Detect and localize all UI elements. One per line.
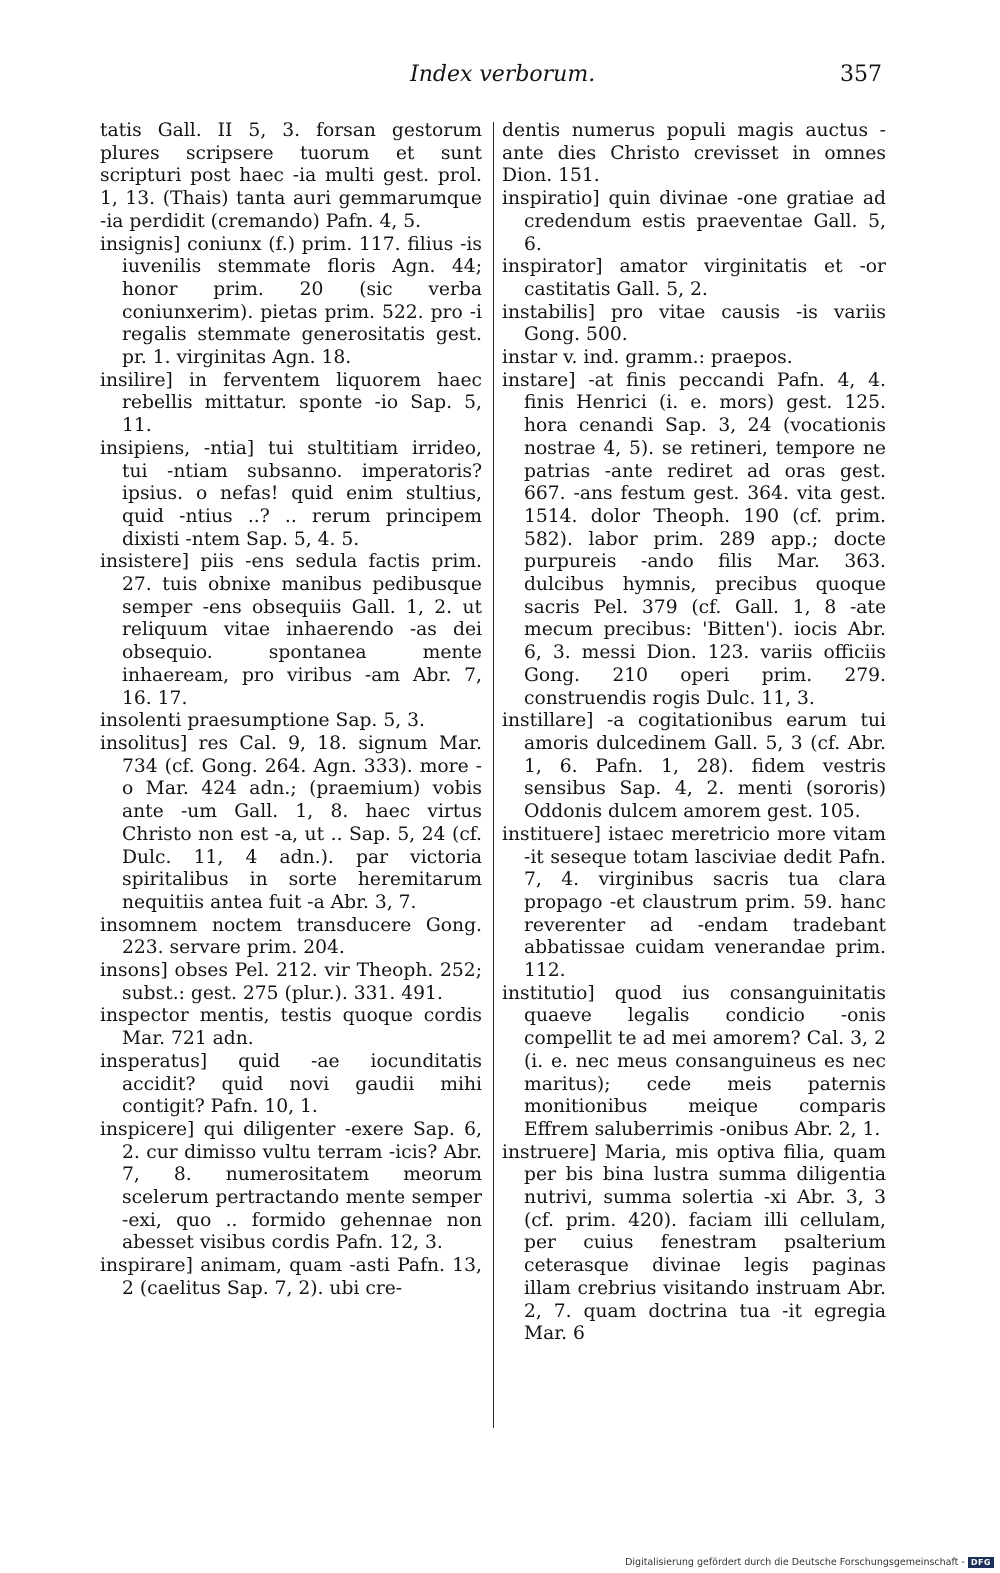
index-entry: inspector mentis, testis quoque cordis Mar. 721 adn. <box>100 1005 482 1050</box>
index-entry: inspicere] qui diligenter -exere Sap. 6, 2. cur dimisso vultu terram -icis? Abr. 7, 8. numerositatem meorum scelerum pertractando mente semper -exi, quo .. formido gehennae non abesset visibus cordis Pafn. 12, 3. <box>100 1118 482 1254</box>
index-entry: insistere] piis -ens sedula factis prim. 27. tuis obnixe manibus pedibusque semper -ens obsequiis Gall. 1, 2. ut reliquum vitae inhaerendo -as dei obsequio. spontanea mente inhaeream, pro viribus -am Abr. 7, 16. 17. <box>100 551 482 709</box>
index-entry: insons] obses Pel. 212. vir Theoph. 252; subst.: gest. 275 (plur.). 331. 491. <box>100 960 482 1004</box>
column-divider <box>493 122 494 1428</box>
index-entry: instillare] -a cogitationibus earum tui amoris dulcedinem Gall. 5, 3 (cf. Abr. 1, 6. Pafn. 1, 28). fidem vestris sensibus Sap. 4, 2. menti (sororis) Oddonis dulcem amorem gest. 105. <box>502 710 886 823</box>
footer <box>625 1557 994 1568</box>
page-header <box>120 62 882 94</box>
index-entry: insipiens, -ntia] tui stultitiam irrideo, tui -ntiam subsanno. imperatoris? ipsius. o nefas! quid enim stultius, quid -ntius ..? .. rerum principem dixisti -ntem Sap. 5, 4. 5. <box>100 437 482 550</box>
dfg-logo: DFG <box>968 1557 994 1568</box>
index-entry: inspiratio] quin divinae -one gratiae ad credendum estis praeventae Gall. 5, 6. <box>502 188 886 255</box>
index-entry: institutio] quod ius consanguinitatis quaeve legalis condicio -onis compellit te ad mei amorem? Cal. 3, 2 (i. e. nec meus consanguineus es nec maritus); cede meis paternis monitionibus meique comparis Effrem saluberrimis -onibus Abr. 2, 1. <box>502 982 886 1140</box>
index-entry: instare] -at finis peccandi Pafn. 4, 4. finis Henrici (i. e. mors) gest. 125. hora cenandi Sap. 3, 24 (vocationis nostrae 4, 5). se retineri, tempore ne patrias -ante rediret ad oras gest. 667. -ans festum gest. 364. vita gest. 1514. dolor Theoph. 190 (cf. prim. 582). labor prim. 289 app.; docte purpureis -ando filis Mar. 363. dulcibus hymnis, precibus quoque sacris Pel. 379 (cf. Gall. 1, 8 -ate mecum precibus: 'Bitten'). iocis Abr. 6, 3. messi Dion. 123. variis officiis Gong. 210 operi prim. 279. construendis rogis Dulc. 11, 3. <box>502 369 886 709</box>
right-column <box>502 120 886 1346</box>
index-entry: inspirare] animam, quam -asti Pafn. 13, 2 (caelitus Sap. 7, 2). ubi cre- <box>100 1255 482 1299</box>
index-entry: instruere] Maria, mis optiva filia, quam per bis bina lustra summa diligentia nutrivi, summa solertia -xi Abr. 3, 3 (cf. prim. 420). faciam illi cellulam, per cuius fenestram psalterium ceterasque divinae legis paginas illam crebrius visitando instruam Abr. 2, 7. quam doctrina tua -it egregia Mar. 6 <box>502 1141 886 1345</box>
left-column <box>100 120 482 1301</box>
continued-text: dentis numerus populi magis auctus -ante dies Christo crevisset in omnes Dion. 151. <box>502 120 886 187</box>
footer-text: Digitalisierung gefördert durch die Deutsche Forschungsgemeinschaft - <box>625 1557 965 1568</box>
index-entry: insomnem noctem transducere Gong. 223. servare prim. 204. <box>100 914 482 959</box>
index-entry: instar v. ind. gramm.: praepos. <box>502 347 793 369</box>
index-entry: inspirator] amator virginitatis et -or castitatis Gall. 5, 2. <box>502 256 886 300</box>
index-entry: instabilis] pro vitae causis -is variis Gong. 500. <box>502 301 886 346</box>
running-title: Index verborum. <box>410 62 596 87</box>
index-entry: insperatus] quid -ae iocunditatis accidit? quid novi gaudii mihi contigit? Pafn. 10, 1. <box>100 1050 482 1118</box>
index-entry: insolitus] res Cal. 9, 18. signum Mar. 734 (cf. Gong. 264. Agn. 333). more -o Mar. 424 adn.; (praemium) vobis ante -um Gall. 1, 8. haec virtus Christo non est -a, ut .. Sap. 5, 24 (cf. Dulc. 11, 4 adn.). par victoria spiritalibus in sorte heremitarum nequitiis antea fuit -a Abr. 3, 7. <box>100 732 482 913</box>
index-entry: insignis] coniunx (f.) prim. 117. filius -is iuvenilis stemmate floris Agn. 44; honor prim. 20 (sic verba coniunxerim). pietas prim. 522. pro -i regalis stemmate generositatis gest. pr. 1. virginitas Agn. 18. <box>100 233 482 369</box>
page-number: 357 <box>840 62 882 87</box>
continued-text: tatis Gall. II 5, 3. forsan gestorum plures scripsere tuorum et sunt scripturi post haec -ia multi gest. prol. 1, 13. (Thais) tanta auri gemmarumque -ia perdidit (cremando) Pafn. 4, 5. <box>100 120 482 232</box>
index-entry: instituere] istaec meretricio more vitam -it seseque totam lasciviae dedit Pafn. 7, 4. virginibus sacris tua clara propago -et claustrum prim. 59. hanc reverenter ad -endam tradebant abbatissae cuidam venerandae prim. 112. <box>502 823 886 982</box>
index-entry: insolenti praesumptione Sap. 5, 3. <box>100 710 425 732</box>
index-entry: insilire] in ferventem liquorem haec rebellis mittatur. sponte -io Sap. 5, 11. <box>100 369 482 437</box>
